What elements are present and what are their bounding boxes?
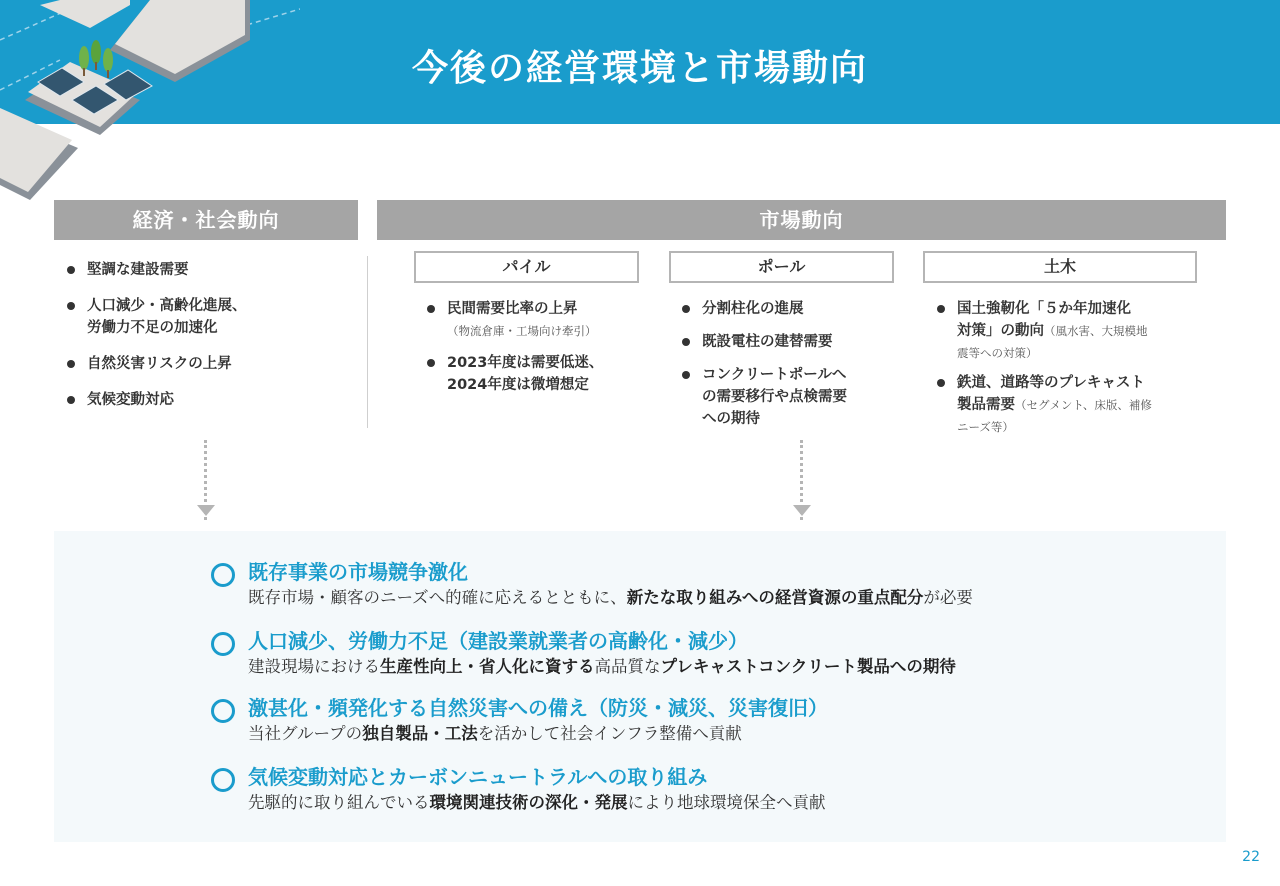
page-number: 22	[1242, 849, 1260, 865]
outlook-title: 激甚化・頻発化する自然災害への備え（防災・減災、災害復旧）	[248, 696, 828, 720]
pile-list	[425, 298, 645, 396]
arrow-down-icon	[793, 505, 811, 516]
outlook-desc	[248, 655, 956, 679]
list-item: 国土強靭化「５か年加速化 対策」の動向（風水害、大規模地 震等への対策）	[935, 298, 1195, 364]
desc-text: 高品質な	[594, 657, 661, 676]
list-item: 人口減少・高齢化進展、	[65, 295, 355, 317]
list-item: 堅調な建設需要	[65, 259, 355, 281]
desc-text: 当社グループの	[248, 724, 363, 743]
circle-icon	[211, 699, 235, 723]
category-pole: ポール	[669, 251, 894, 283]
emphasis-text: プレキャストコンクリート製品への期待	[660, 657, 956, 676]
outlook-title: 既存事業の市場競争激化	[248, 560, 468, 584]
desc-text: を活かして社会インフラ整備へ貢献	[477, 724, 742, 743]
emphasis-text: 生産性向上・省人化に資する	[380, 657, 595, 676]
circle-icon	[211, 632, 235, 656]
emphasis-text: 新たな取り組みへの経営資源の重点配分	[626, 588, 924, 607]
arrow-down-icon	[197, 505, 215, 516]
desc-text: 建設現場における	[248, 657, 380, 676]
list-item: 自然災害リスクの上昇	[65, 353, 355, 375]
outlook-title: 気候変動対応とカーボンニュートラルへの取り組み	[248, 765, 708, 789]
desc-text: が必要	[923, 588, 973, 607]
market-heading: 市場動向	[377, 200, 1226, 240]
list-item: 既設電柱の建替需要	[680, 331, 900, 353]
column-divider	[367, 256, 368, 428]
emphasis-text: 独自製品・工法	[362, 724, 478, 743]
civil-list	[935, 298, 1195, 438]
page-title: 今後の経営環境と市場動向	[411, 48, 868, 89]
economy-list	[65, 259, 355, 411]
category-civil: 土木	[923, 251, 1197, 283]
list-item: 民間需要比率の上昇 （物流倉庫・工場向け牽引）	[425, 298, 645, 342]
circle-icon	[211, 768, 235, 792]
outlook-desc	[248, 586, 973, 610]
circle-icon	[211, 563, 235, 587]
desc-text: 先駆的に取り組んでいる	[248, 793, 430, 812]
list-item: 労働力不足の加速化	[87, 320, 218, 336]
list-item: 2023年度は需要低迷、 2024年度は微増想定	[425, 352, 645, 396]
pole-list	[680, 298, 900, 430]
economy-heading: 経済・社会動向	[54, 200, 358, 240]
list-item: 分割柱化の進展	[680, 298, 900, 320]
outlook-desc	[248, 791, 826, 815]
outlook-title: 人口減少、労働力不足（建設業就業者の高齢化・減少）	[248, 629, 748, 653]
list-item: 鉄道、道路等のプレキャスト 製品需要（セグメント、床版、補修 ニーズ等）	[935, 372, 1195, 438]
list-item: コンクリートポールへ の需要移行や点検需要 への期待	[680, 364, 900, 430]
list-item: 気候変動対応	[65, 389, 355, 411]
emphasis-text: 環境関連技術の深化・発展	[429, 793, 628, 812]
solar-panel-illustration	[0, 0, 300, 205]
desc-text: により地球環境保全へ貢献	[627, 793, 826, 812]
category-pile: パイル	[414, 251, 639, 283]
outlook-desc	[248, 722, 742, 746]
desc-text: 既存市場・顧客のニーズへ的確に応えるとともに、	[248, 588, 627, 607]
